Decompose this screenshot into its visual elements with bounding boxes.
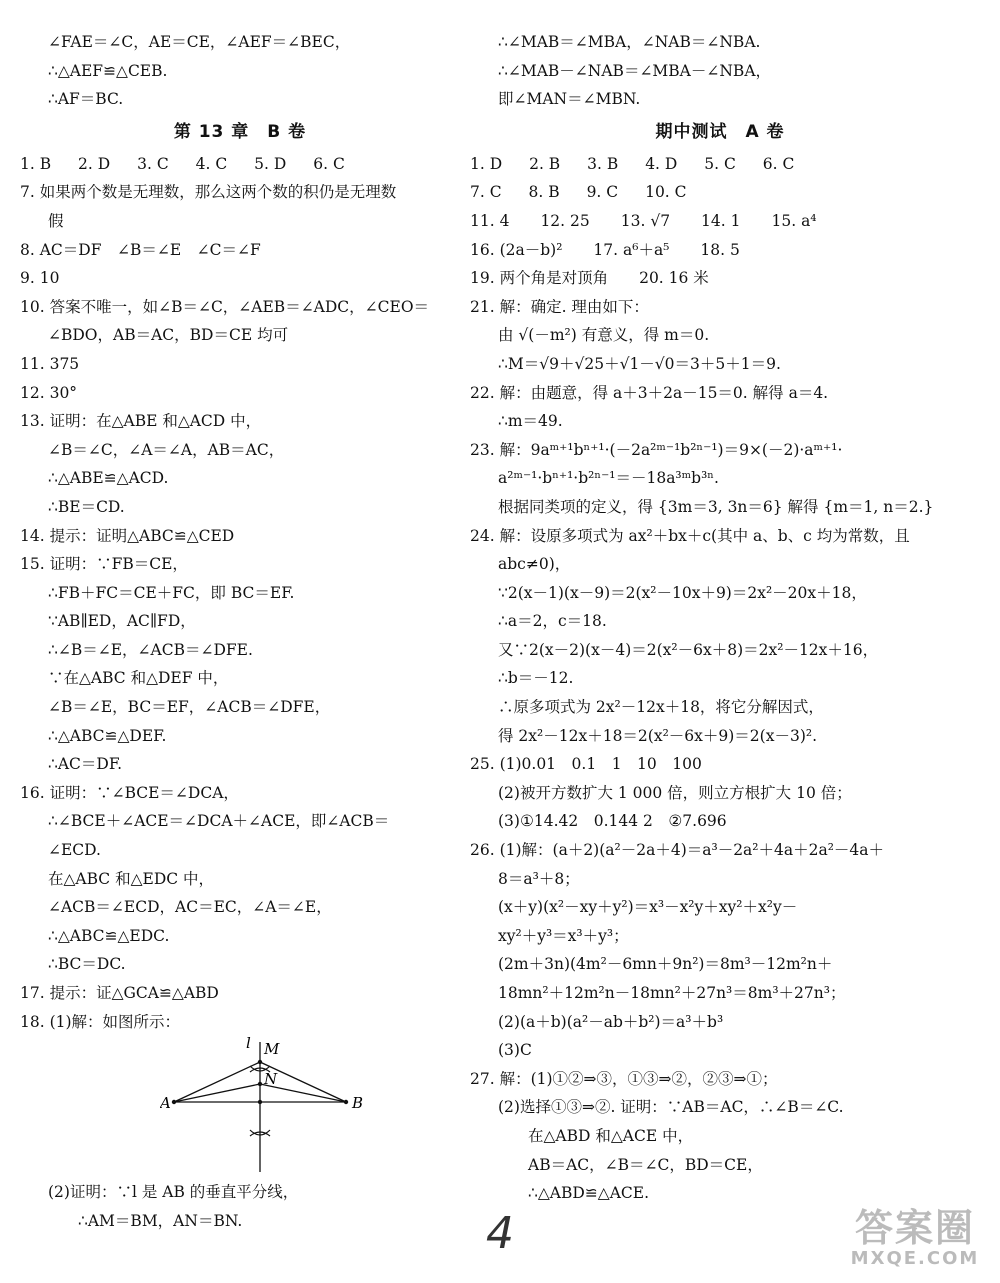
text-line: 13. 证明：在△ABE 和△ACD 中， (20, 412, 262, 431)
text-line: ∵在△ABC 和△DEF 中， (48, 669, 229, 688)
right-column (470, 28, 970, 1208)
text-line: 18mn²＋12m²n－18mn²＋27n³＝8m³＋27n³； (498, 984, 846, 1002)
text-line: (2)(a＋b)(a²－ab＋b²)＝a³＋b³ (498, 1012, 724, 1031)
text-line: ∴△ABD≌△ACE. (528, 1184, 649, 1203)
geometry-diagram (160, 1036, 380, 1178)
text-line: a²ᵐ⁻¹·bⁿ⁺¹·b²ⁿ⁻¹＝－18a³ᵐb³ⁿ. (498, 469, 719, 488)
watermark-logo (840, 1207, 990, 1275)
text-line: AB＝AC，∠B＝∠C，BD＝CE， (528, 1155, 763, 1174)
text-line: ∴∠BCE＋∠ACE＝∠DCA＋∠ACE，即∠ACB＝ (48, 812, 390, 831)
text-line: (2m＋3n)(4m²－6mn＋9n²)＝8m³－12m²n＋ (498, 955, 833, 974)
text-line: ∴∠MAB－∠NAB＝∠MBA－∠NBA， (498, 61, 772, 80)
text-line: ∴FB＋FC＝CE＋FC，即 BC＝EF. (48, 583, 295, 602)
text-line: 10. 答案不唯一，如∠B＝∠C，∠AEB＝∠ADC，∠CEO＝ (20, 297, 430, 316)
answer-item: 2. D (78, 154, 111, 173)
text-line: ∴△ABC≌△EDC. (48, 926, 170, 945)
text-line: 27. 解：(1)①②⇒③，①③⇒②，②③⇒①； (470, 1069, 778, 1088)
text-line: 在△ABC 和△EDC 中， (48, 869, 215, 888)
mcq-answers (470, 178, 970, 207)
text-line: 根据同类项的定义，得 {3m＝3, 3n＝6} 解得 {m＝1, n＝2.} (498, 497, 934, 516)
text-line: 假 (48, 211, 64, 230)
text-line: ∴BE＝CD. (48, 497, 125, 516)
left-column (20, 28, 460, 1235)
text-line: 25. (1)0.01 0.1 1 10 100 (470, 755, 702, 774)
text-line: 18. (1)解：如图所示： (20, 1012, 181, 1031)
label-m: M (264, 1040, 280, 1059)
answer-item: 5. C (704, 154, 736, 173)
text-line: 8＝a³＋8； (498, 869, 580, 888)
midpoint (258, 1100, 262, 1104)
text-line: ∴AM＝BM，AN＝BN. (78, 1211, 243, 1230)
point-a (172, 1100, 176, 1104)
text-line: 得 2x²－12x＋18＝2(x²－6x＋9)＝2(x－3)². (498, 726, 818, 745)
answer-item: 2. B (529, 154, 561, 173)
text-line: 14. 提示：证明△ABC≌△CED (20, 526, 235, 545)
text-line: 21. 解：确定. 理由如下： (470, 297, 649, 316)
text-line: 11. 375 (20, 354, 80, 373)
text-line: ∠B＝∠C，∠A＝∠A，AB＝AC， (48, 440, 285, 459)
label-n: N (264, 1070, 278, 1089)
text-line: ∠FAE＝∠C，AE＝CE，∠AEF＝∠BEC， (48, 33, 351, 51)
answer-item: 3. C (137, 154, 169, 173)
text-line: ∴∠B＝∠E，∠ACB＝∠DFE. (48, 640, 253, 659)
text-line: ∴m＝49. (498, 412, 563, 431)
answer-item: 6. C (762, 154, 795, 173)
text-line: 16. (2a－b)² 17. a⁶＋a⁵ 18. 5 (470, 240, 740, 259)
perpendicular-bisector-figure (20, 1036, 460, 1178)
text-line: abc≠0)， (498, 555, 571, 574)
answer-item: 8. B (528, 183, 560, 202)
text-line: ∴a＝2，c＝18. (498, 612, 607, 631)
point-b (344, 1100, 348, 1104)
text-line: ∴△ABE≌△ACD. (48, 469, 169, 488)
text-line: 15. 证明：∵FB＝CE， (20, 555, 188, 574)
text-line: ∴M＝√9＋√25＋√1－√0＝3＋5＋1＝9. (498, 354, 781, 373)
text-line: 19. 两个角是对顶角 20. 16 米 (470, 269, 709, 288)
text-line: 8. AC＝DF ∠B＝∠E ∠C＝∠F (20, 240, 261, 259)
text-line: 23. 解：9aᵐ⁺¹bⁿ⁺¹·(－2a²ᵐ⁻¹b²ⁿ⁻¹)＝9×(－2)·aᵐ⁺¹· (470, 440, 843, 459)
answer-item: 1. B (20, 154, 52, 173)
text-line: (3)C (498, 1041, 532, 1060)
text-line: 12. 30° (20, 383, 78, 402)
label-l: l (246, 1036, 251, 1053)
text-line: ∵AB∥ED，AC∥FD， (48, 612, 196, 631)
text-line: 16. 证明：∵∠BCE＝∠DCA， (20, 783, 239, 802)
text-line: ∴△ABC≌△DEF. (48, 726, 167, 745)
text-line: 由 √(－m²) 有意义，得 m＝0. (498, 326, 710, 345)
text-line: ∠BDO，AB＝AC，BD＝CE 均可 (48, 326, 289, 345)
text-line: ∴b＝－12. (498, 669, 574, 688)
watermark-url: MXQE.COM (850, 1248, 980, 1269)
text-line: 26. (1)解：(a＋2)(a²－2a＋4)＝a³－2a²＋4a＋2a²－4a＋ (470, 841, 885, 860)
text-line: 11. 4 12. 25 13. √7 14. 1 15. a⁴ (470, 211, 817, 230)
text-line: 24. 解：设原多项式为 ax²＋bx＋c(其中 a、b、c 均为常数，且 (470, 526, 910, 545)
answer-item: 3. B (587, 154, 619, 173)
text-line: ∠ACB＝∠ECD，AC＝EC，∠A＝∠E， (48, 898, 332, 917)
text-line: ∠ECD. (48, 841, 101, 860)
answer-item: 7. C (470, 183, 502, 202)
watermark-title: 答案圈 (854, 1206, 975, 1250)
text-line: ∴∠MAB＝∠MBA，∠NAB＝∠NBA. (498, 33, 761, 51)
text-line: 又∵2(x－2)(x－4)＝2(x²－6x＋8)＝2x²－12x＋16， (498, 640, 879, 659)
segment-am (174, 1062, 260, 1102)
text-line: (2)证明：∵l 是 AB 的垂直平分线， (48, 1183, 299, 1202)
text-line: (2)选择①③⇒②. 证明：∵AB＝AC，∴∠B＝∠C. (498, 1098, 844, 1117)
label-a: A (160, 1094, 171, 1113)
text-line: ∴△AEF≌△CEB. (48, 61, 168, 80)
text-line: 即∠MAN＝∠MBN. (498, 90, 641, 109)
text-line: ∴AC＝DF. (48, 755, 123, 774)
text-line: (3)①14.42 0.144 2 ②7.696 (498, 812, 727, 831)
text-line: 17. 提示：证△GCA≌△ABD (20, 984, 219, 1002)
text-line: ∴BC＝DC. (48, 955, 126, 974)
text-line: (2)被开方数扩大 1 000 倍，则立方根扩大 10 倍； (498, 783, 852, 802)
section-heading: 第 13 章 B 卷 (173, 121, 307, 142)
answer-item: 4. D (645, 154, 678, 173)
text-line: xy²＋y³＝x³＋y³； (498, 926, 629, 945)
segment-an (174, 1084, 260, 1102)
answer-item: 6. C (313, 154, 345, 173)
point-m (258, 1060, 262, 1064)
section-heading: 期中测试 A 卷 (655, 121, 785, 142)
label-b: B (352, 1094, 364, 1113)
text-line: 在△ABD 和△ACE 中， (528, 1126, 694, 1145)
handwritten-mark: 4 (486, 1208, 514, 1259)
text-line: ∴原多项式为 2x²－12x＋18，将它分解因式， (498, 698, 824, 717)
text-line: (x＋y)(x²－xy＋y²)＝x³－x²y＋xy²＋x²y－ (498, 898, 798, 917)
answer-item: 5. D (254, 154, 287, 173)
mcq-answers (20, 150, 460, 179)
text-line: 7. 如果两个数是无理数，那么这两个数的积仍是无理数 (20, 183, 397, 202)
point-n (258, 1082, 262, 1086)
text-line: ∵2(x－1)(x－9)＝2(x²－10x＋9)＝2x²－20x＋18， (498, 583, 867, 602)
answer-item: 1. D (470, 154, 503, 173)
text-line: 22. 解：由题意，得 a＋3＋2a－15＝0. 解得 a＝4. (470, 383, 829, 402)
answer-item: 4. C (195, 154, 228, 173)
answer-item: 9. C (586, 183, 619, 202)
mcq-answers (470, 150, 970, 179)
text-line: 9. 10 (20, 269, 60, 288)
text-line: ∠B＝∠E，BC＝EF，∠ACB＝∠DFE， (48, 698, 331, 717)
answer-item: 10. C (645, 183, 687, 202)
text-line: ∴AF＝BC. (48, 90, 124, 109)
